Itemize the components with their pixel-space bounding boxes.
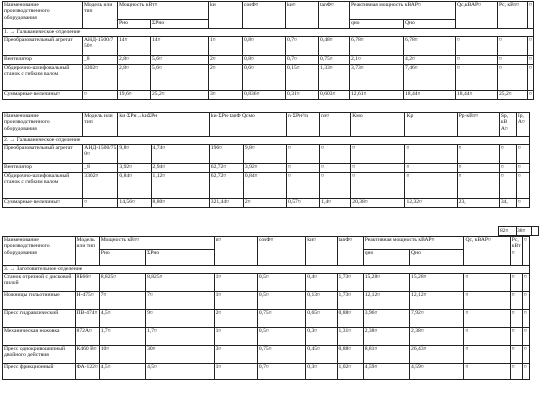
table-cell: 0,75¤ bbox=[319, 56, 350, 65]
table-cell: 2¤ bbox=[209, 65, 243, 91]
table-cell: 15,28¤ bbox=[410, 274, 464, 292]
table-cell: 62,72¤ bbox=[209, 173, 243, 199]
totals-continuation-strip bbox=[498, 226, 539, 236]
header-kv: n¤ bbox=[214, 237, 257, 266]
row-name-cell: Суммарные·величины¤ bbox=[3, 91, 83, 100]
table-cell: 3302¤ bbox=[83, 173, 118, 199]
table-cell: ¤ bbox=[522, 364, 529, 380]
table-cell: ¤ bbox=[510, 274, 522, 292]
section-title: 1. → Гальваническое·отделение bbox=[3, 29, 534, 37]
table-cell: 20,38¤ bbox=[351, 199, 405, 208]
header-kmo: Kмо bbox=[351, 113, 405, 137]
table-cell: 1,31¤ bbox=[337, 328, 363, 346]
table-cell: ¤ bbox=[320, 173, 351, 199]
table-cell: 14,56¤ bbox=[118, 199, 151, 208]
table-row bbox=[3, 346, 530, 364]
table-cell: 6,78¤ bbox=[350, 37, 404, 56]
table-cell: ¤ bbox=[405, 173, 457, 199]
row-name-cell: Обдирочно-шлифовальный станок с гибким валом bbox=[3, 173, 83, 199]
table-cell: ¤ bbox=[457, 164, 499, 173]
table-cell: 2,38¤ bbox=[410, 328, 464, 346]
table-cell: ¤ bbox=[457, 173, 499, 199]
header-qspno: Qно bbox=[410, 250, 464, 266]
table-cell: 0,88¤ bbox=[337, 346, 363, 364]
table-cell: 0,6¤ bbox=[243, 65, 286, 91]
table-cell: 6,78¤ bbox=[404, 37, 456, 56]
section-row bbox=[3, 29, 534, 37]
table-cell: 14¤ bbox=[118, 37, 151, 56]
table-cell: ¤ bbox=[528, 37, 534, 56]
header-power: Мощность кВт¤ bbox=[99, 237, 214, 250]
table-cell: 0,31¤ bbox=[286, 91, 319, 100]
table-row bbox=[3, 65, 534, 91]
header-ki: kи¤ bbox=[286, 2, 319, 29]
table-row bbox=[3, 328, 530, 346]
table-cell: ¤ bbox=[522, 274, 529, 292]
row-name-cell: Пресс однокривошипный двойного действия bbox=[3, 346, 76, 364]
header-ps: Рс, кВт¤ bbox=[498, 2, 528, 29]
row-name-cell: Вентилятор bbox=[3, 56, 83, 65]
table-row bbox=[3, 164, 530, 173]
table-row bbox=[3, 310, 530, 328]
load-table-procurement bbox=[2, 236, 530, 380]
table-cell: 1¤ bbox=[209, 37, 243, 56]
section-title: 2. → Гальваническое·отделение bbox=[3, 137, 530, 145]
header-qno: qно bbox=[363, 250, 409, 266]
table-cell: 12,32¤ bbox=[405, 199, 457, 208]
table-cell: 4,59¤ bbox=[363, 364, 409, 380]
header-qno: qно bbox=[350, 20, 404, 29]
table-cell: ¤ bbox=[510, 292, 522, 310]
header-name: Наименование производственного оборудования bbox=[3, 2, 83, 29]
table-row bbox=[3, 91, 534, 100]
header-reactive: Реактивная мощность кВАР¤ bbox=[350, 2, 456, 20]
table-cell: ¤ bbox=[83, 91, 118, 100]
table-cell: 3,96¤ bbox=[363, 310, 409, 328]
row-name-cell: Станок отрезной с дисковой пилой bbox=[3, 274, 76, 292]
table-cell: ¤ bbox=[287, 145, 320, 164]
header-kv: kи bbox=[209, 2, 243, 29]
table-cell: 7,46¤ bbox=[404, 65, 456, 91]
header-pr: Рр·кВт¤ bbox=[457, 113, 499, 137]
table-cell: ¤ bbox=[510, 346, 522, 364]
table-row bbox=[3, 274, 530, 292]
header-power: Мощность кВт¤ bbox=[118, 2, 209, 20]
table-cell: 196¤ bbox=[209, 145, 243, 164]
table-cell: 0,5¤ bbox=[257, 328, 305, 346]
table-cell: ¤ bbox=[83, 199, 118, 208]
table-cell: 5,6¤ bbox=[151, 65, 209, 91]
table-cell: 18,44¤ bbox=[456, 91, 498, 100]
table-cell: ¤ bbox=[528, 91, 534, 100]
header-q-sum: kи·ΣРн·tanΦ Qсмо bbox=[209, 113, 286, 137]
table-cell: 1,33¤ bbox=[319, 65, 350, 91]
table-cell: ¤ bbox=[464, 364, 510, 380]
table-cell: 0,8¤ bbox=[243, 56, 286, 65]
strip-value-1: 82¤ bbox=[499, 227, 517, 235]
table-cell: 34, bbox=[499, 199, 516, 208]
table-cell: 0,13¤ bbox=[306, 292, 337, 310]
table-cell: ¤ bbox=[516, 173, 529, 199]
table-cell: 0,603¤ bbox=[319, 91, 350, 100]
table-cell: 4,59¤ bbox=[410, 364, 464, 380]
row-name-cell: Механическая ножовка bbox=[3, 328, 76, 346]
header-ne: nэ¤ bbox=[320, 113, 351, 137]
table-cell: ¤ bbox=[464, 310, 510, 328]
table-cell: 3,73¤ bbox=[350, 65, 404, 91]
table-cell: 8,825¤ bbox=[146, 274, 215, 292]
section-title: 3. → Заготовительное·отделение bbox=[3, 266, 530, 274]
section-row bbox=[3, 137, 530, 145]
table-cell: 0,75¤ bbox=[257, 346, 305, 364]
header-spno: ΣРно bbox=[146, 250, 215, 266]
table-cell: ПВ-474¤ bbox=[75, 310, 99, 328]
table-cell: 3,92¤ bbox=[243, 164, 286, 173]
table-cell: 1,02¤ bbox=[337, 364, 363, 380]
table-cell: 25,2¤ bbox=[498, 91, 528, 100]
table-cell: ¤ bbox=[498, 56, 528, 65]
table-cell: ¤ bbox=[456, 65, 498, 91]
table-cell: ¤ bbox=[522, 310, 529, 328]
table-cell: ¤ bbox=[499, 164, 516, 173]
table-cell: 12,61¤ bbox=[350, 91, 404, 100]
row-name-cell: Суммарные·величины¤ bbox=[3, 199, 83, 208]
table-cell: 1,7¤ bbox=[99, 328, 145, 346]
header-ki: cosΦ¤ bbox=[257, 237, 305, 266]
table-cell: ¤ bbox=[522, 346, 529, 364]
table-row bbox=[3, 37, 534, 56]
header-qspno: Qно bbox=[404, 20, 456, 29]
header-sr: Sр, кВ А¤ bbox=[499, 113, 516, 137]
row-name-cell: Вентилятор bbox=[3, 164, 83, 173]
table-cell: 1¤ bbox=[214, 274, 257, 292]
table-cell: 0,4¤ bbox=[306, 274, 337, 292]
table-cell: 0,57¤ bbox=[287, 199, 320, 208]
table-header-row bbox=[3, 237, 530, 250]
table-cell: ¤ bbox=[287, 164, 320, 173]
header-tan: tanΦ¤ bbox=[337, 237, 363, 266]
table-cell: ¤ bbox=[516, 199, 529, 208]
table-cell: 2,94¤ bbox=[151, 164, 209, 173]
section-row bbox=[3, 266, 530, 274]
table-cell: 0,5¤ bbox=[257, 292, 305, 310]
table-cell: ¤ bbox=[528, 56, 534, 65]
table-cell: 321,44¤ bbox=[209, 199, 243, 208]
table-cell: 5,6¤ bbox=[151, 56, 209, 65]
table-cell: 1¤ bbox=[214, 328, 257, 346]
table-cell: ¤ bbox=[464, 328, 510, 346]
row-name-cell: Пресс гидравлический bbox=[3, 310, 76, 328]
table-cell: ¤ bbox=[405, 164, 457, 173]
header-spno: ΣРно bbox=[151, 20, 209, 29]
table-cell: ¤ bbox=[351, 145, 405, 164]
table-cell: 0,8¤ bbox=[243, 37, 286, 56]
table-cell: 4,5¤ bbox=[146, 364, 215, 380]
table-cell: ¤ bbox=[522, 328, 529, 346]
table-cell: 1,12¤ bbox=[151, 173, 209, 199]
table-cell: ¤ bbox=[498, 65, 528, 91]
row-name-cell: Преобразовательный агрегат bbox=[3, 37, 83, 56]
header-reactive: Реактивная мощность кВАР¤ bbox=[363, 237, 464, 250]
row-name-cell: Преобразовательный агрегат bbox=[3, 145, 83, 164]
table-cell: 872А¤ bbox=[75, 328, 99, 346]
header-cos: kи¤ bbox=[306, 237, 337, 266]
header-qs: Qс,кВАР¤ bbox=[456, 2, 498, 29]
row-name-cell: Ножницы гильотинные bbox=[3, 292, 76, 310]
table-cell: ¤ bbox=[510, 328, 522, 346]
header-model: Модель или тип bbox=[83, 2, 118, 29]
table-cell: ¤ bbox=[351, 164, 405, 173]
table-cell: 1¤ bbox=[214, 292, 257, 310]
table-cell: 4,2¤ bbox=[404, 56, 456, 65]
table-cell: 0,65¤ bbox=[306, 310, 337, 328]
table-cell: 0,75¤ bbox=[257, 310, 305, 328]
header-tan: tanΦ¤ bbox=[319, 2, 350, 29]
header-n-sum: n·ΣРн²/n bbox=[287, 113, 320, 137]
table-cell: 14¤ bbox=[151, 37, 209, 56]
table-cell: ¤ bbox=[499, 145, 516, 164]
table-cell: 3¤ bbox=[214, 346, 257, 364]
table-cell: 1,73¤ bbox=[337, 292, 363, 310]
table-cell: 9,8¤ bbox=[243, 145, 286, 164]
table-cell: 3302¤ bbox=[83, 65, 118, 91]
strip-value-2: 38¤ bbox=[516, 227, 532, 235]
table-cell: 7,92¤ bbox=[410, 310, 464, 328]
table-cell: ФА-122¤ bbox=[75, 364, 99, 380]
table-cell: ¤ bbox=[464, 292, 510, 310]
table-cell: 8Б66¤ bbox=[75, 274, 99, 292]
header-kr: Kр bbox=[405, 113, 457, 137]
table-cell: 2,1¤ bbox=[350, 56, 404, 65]
table-cell: 62,72¤ bbox=[209, 164, 243, 173]
table-cell: 0,7¤ bbox=[286, 56, 319, 65]
table-cell: 2¤ bbox=[209, 56, 243, 65]
table-cell: Н-475¤ bbox=[75, 292, 99, 310]
table-cell: 2¤ bbox=[214, 310, 257, 328]
table-cell: 10¤ bbox=[99, 346, 145, 364]
header-name: Наименование производственного оборудования bbox=[3, 113, 83, 137]
table-cell: 9,8¤ bbox=[118, 145, 151, 164]
table-cell: ¤ bbox=[516, 145, 529, 164]
table-cell: 19,6¤ bbox=[118, 91, 151, 100]
header-name: Наименование производственного оборудования bbox=[3, 237, 76, 266]
table-cell: ¤ bbox=[510, 310, 522, 328]
row-name-cell: Пресс фрикционный bbox=[3, 364, 76, 380]
table-cell: 1,73¤ bbox=[337, 274, 363, 292]
header-end: ¤ bbox=[522, 237, 529, 266]
header-cos: cosΦ¤ bbox=[243, 2, 286, 29]
table-cell: ¤ bbox=[320, 164, 351, 173]
table-cell: 9¤ bbox=[146, 310, 215, 328]
table-cell: 0,3¤ bbox=[306, 328, 337, 346]
table-cell: ¤ bbox=[498, 37, 528, 56]
table-cell: 3,92¤ bbox=[118, 164, 151, 173]
table-cell: 8,81¤ bbox=[363, 346, 409, 364]
header-end: ¤ bbox=[528, 2, 534, 29]
table-cell: 12,12¤ bbox=[410, 292, 464, 310]
table-cell: 0,15¤ bbox=[286, 65, 319, 91]
table-cell: 7¤ bbox=[146, 292, 215, 310]
table-row bbox=[3, 145, 530, 164]
table-cell: АНД-1500/750¤ bbox=[83, 37, 118, 56]
table-cell: 0,5¤ bbox=[257, 274, 305, 292]
table-cell: ¤ bbox=[516, 164, 529, 173]
header-pno: Рно bbox=[118, 20, 151, 29]
table-cell: ¤ bbox=[464, 346, 510, 364]
table-row bbox=[3, 56, 534, 65]
table-cell: 26,43¤ bbox=[410, 346, 464, 364]
table-row bbox=[3, 292, 530, 310]
table-cell: АНД-1500/750¤ bbox=[83, 145, 118, 164]
table-row bbox=[3, 199, 530, 208]
table-cell: ¤ bbox=[456, 37, 498, 56]
table-cell: ¤ bbox=[464, 274, 510, 292]
table-cell: 8,80¤ bbox=[151, 199, 209, 208]
table-cell: _8 bbox=[83, 164, 118, 173]
table-cell: 0,3¤ bbox=[306, 364, 337, 380]
table-cell: ¤ bbox=[510, 364, 522, 380]
table-cell: 18,44¤ bbox=[404, 91, 456, 100]
table-cell: 30¤ bbox=[146, 346, 215, 364]
header-model: Модель или тип bbox=[75, 237, 99, 266]
table-row bbox=[3, 173, 530, 199]
header-qs: Qс, кВАР¤ bbox=[464, 237, 510, 266]
table-cell: 0,88¤ bbox=[337, 310, 363, 328]
table-cell: 2,8¤ bbox=[118, 65, 151, 91]
table-cell: 0,7¤ bbox=[257, 364, 305, 380]
table-cell: 2,38¤ bbox=[363, 328, 409, 346]
table-cell: ¤ bbox=[522, 292, 529, 310]
table-cell: 0,836¤ bbox=[243, 91, 286, 100]
table-cell: 1¤ bbox=[214, 364, 257, 380]
table-header-row bbox=[3, 2, 534, 20]
table-cell: ¤ bbox=[456, 56, 498, 65]
header-model: Модель или тип bbox=[83, 113, 118, 137]
table-cell: ¤ bbox=[287, 173, 320, 199]
table-cell: ¤ bbox=[528, 65, 534, 91]
table-cell: 1,4¤ bbox=[320, 199, 351, 208]
header-ki-sum: kи·ΣРн→kиΣРн bbox=[118, 113, 209, 137]
table-cell: ¤ bbox=[351, 173, 405, 199]
table-cell: 7¤ bbox=[99, 292, 145, 310]
table-cell: ¤ bbox=[499, 173, 516, 199]
table-header-row bbox=[3, 113, 530, 137]
table-cell: ¤ bbox=[405, 145, 457, 164]
table-cell: 8,825¤ bbox=[99, 274, 145, 292]
table-cell: 15,28¤ bbox=[363, 274, 409, 292]
table-cell: 4,5¤ bbox=[99, 364, 145, 380]
load-table-galvanic-2 bbox=[2, 112, 530, 208]
table-cell: 2¤ bbox=[243, 199, 286, 208]
table-cell: _8 bbox=[83, 56, 118, 65]
table-cell: ¤ bbox=[320, 145, 351, 164]
table-cell: 0,45¤ bbox=[306, 346, 337, 364]
table-cell: 1,7¤ bbox=[146, 328, 215, 346]
header-pno: Рно bbox=[99, 250, 145, 266]
table-cell: 0,84¤ bbox=[243, 173, 286, 199]
table-cell: 0,48¤ bbox=[319, 37, 350, 56]
table-cell: 4,5¤ bbox=[99, 310, 145, 328]
table-cell: 4,74¤ bbox=[151, 145, 209, 164]
table-row bbox=[3, 364, 530, 380]
row-name-cell: Обдирочно-шлифовальный станок с гибким валом bbox=[3, 65, 83, 91]
table-cell: 23, bbox=[457, 199, 499, 208]
table-cell: К460 В¤ bbox=[75, 346, 99, 364]
table-cell: 2,8¤ bbox=[118, 56, 151, 65]
table-cell: 0,7¤ bbox=[286, 37, 319, 56]
load-table-galvanic-1 bbox=[2, 1, 534, 100]
table-cell: ¤ bbox=[457, 145, 499, 164]
header-ir: Iр, А¤ bbox=[516, 113, 529, 137]
table-cell: 12,12¤ bbox=[363, 292, 409, 310]
table-cell: 3¤ bbox=[209, 91, 243, 100]
table-cell: 25,2¤ bbox=[151, 91, 209, 100]
table-cell: 0,84¤ bbox=[118, 173, 151, 199]
header-ps: Рс, кВт¤ bbox=[510, 237, 522, 266]
